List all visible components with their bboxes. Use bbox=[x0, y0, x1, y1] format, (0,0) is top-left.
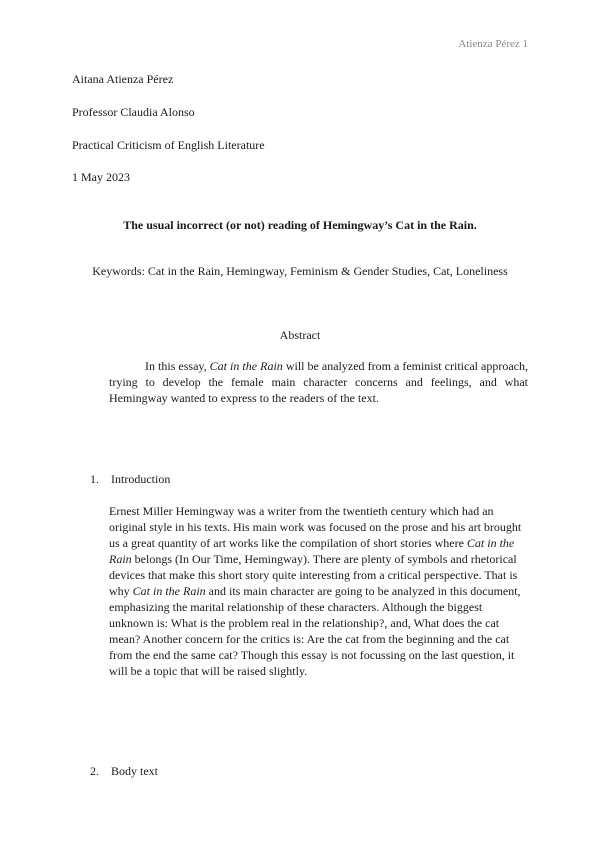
section-number: 2. bbox=[90, 764, 99, 778]
course-name: Practical Criticism of English Literature bbox=[72, 138, 265, 152]
running-head: Atienza Pérez 1 bbox=[458, 38, 528, 50]
abstract-heading: Abstract bbox=[279, 328, 321, 342]
intro-text-1: Ernest Miller Hemingway was a writer from the twentieth century which had an original style in his texts. His main work was focused on the prose and his art brought us a great quantity of art works like the compilation of short stories where bbox=[109, 504, 522, 550]
introduction-paragraph bbox=[109, 503, 528, 679]
section-title: Introduction bbox=[111, 472, 171, 486]
intro-italic-1: Cat in the Rain bbox=[109, 536, 515, 566]
abstract-text-2: will be analyzed from a feminist critical approach, trying to develop the female main character concerns and feelings, and what Hemingway wanted to express to the readers of the text. bbox=[109, 359, 529, 405]
essay-title: The usual incorrect (or not) reading of Hemingway’s Cat in the Rain. bbox=[123, 218, 477, 232]
section-title: Body text bbox=[111, 764, 158, 778]
date: 1 May 2023 bbox=[72, 170, 130, 184]
abstract-paragraph bbox=[109, 358, 528, 406]
section-heading-introduction bbox=[90, 472, 170, 487]
keywords: Keywords: Cat in the Rain, Hemingway, Feminism & Gender Studies, Cat, Loneliness bbox=[92, 264, 508, 278]
abstract-italic-title: Cat in the Rain bbox=[209, 359, 283, 373]
author-name: Aitana Atienza Pérez bbox=[72, 72, 174, 86]
section-heading-body-text bbox=[90, 764, 158, 779]
abstract-text-1: In this essay, bbox=[145, 359, 210, 373]
section-number: 1. bbox=[90, 472, 99, 486]
intro-italic-2: Cat in the Rain bbox=[132, 584, 206, 598]
intro-text-3: and its main character are going to be analyzed in this document, emphasizing the marital relationship of these characters. Although the biggest unknown is: What is the problem real in the relationship?, and, What does the cat mean? Another concern for the critics is: Are the cat from the beginning and the cat from the end the same cat? Though this essay is not focussing on the last question, it will be a topic that will be raised slightly. bbox=[109, 584, 521, 678]
intro-text-2: belongs (In Our Time, Hemingway). There are plenty of symbols and rhetorical devices that make this short story quite interesting from a critical perspective. That is why bbox=[109, 552, 518, 598]
professor-name: Professor Claudia Alonso bbox=[72, 105, 195, 119]
